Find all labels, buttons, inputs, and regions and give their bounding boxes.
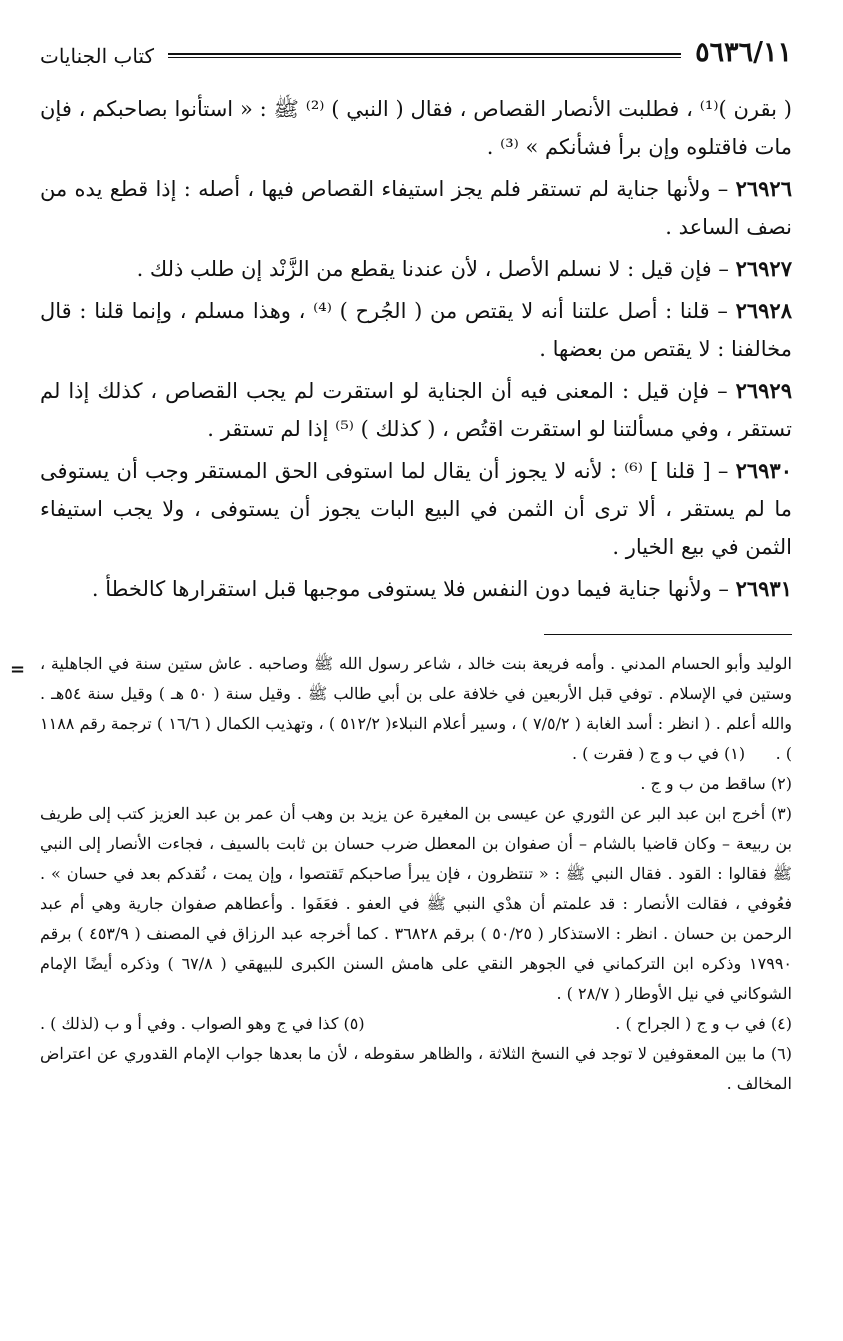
- book-title: كتاب الجنايات: [40, 44, 155, 68]
- paragraph-text: – ولأنها جناية لم تستقر فلم يجز استيفاء القصاص فيها ، أصله : إذا قطع يده من نصف الساعد .: [40, 177, 792, 239]
- paragraph-number: ٢٦٩٢٧: [735, 256, 792, 281]
- paragraph-number: ٢٦٩٢٦: [735, 176, 792, 201]
- footnotes: [10, 649, 793, 1099]
- page: [10, 18, 793, 1099]
- page-header: [40, 18, 792, 72]
- paragraph-text: – [ قلنا ] ⁽⁶⁾ : لأنه لا يجوز أن يقال لما استوفى الحق المستقر وجب أن يستوفى ما لم يستقر ، ألا ترى أن الثمن في البيع البات يجوز أن يستوفى ، ولا يجب استيفاء الثمن في بيع الخيار .: [40, 459, 792, 559]
- paragraph-text: – ولأنها جناية فيما دون النفس فلا يستوفى موجبها قبل استقرارها كالخطأ .: [91, 577, 729, 601]
- paragraph-text: – فإن قيل : المعنى فيه أن الجناية لو استقرت لم يجب القصاص ، كذلك إذا لم تستقر ، وفي مسألتنا لو استقرت اقتُص ، ( كذلك ) ⁽⁵⁾ إذا لم تستقر .: [40, 379, 792, 441]
- main-text: [40, 90, 792, 608]
- footnote-continuation-text: الوليد وأبو الحسام المدني . وأمه فريعة بنت خالد ، شاعر رسول الله ﷺ وصاحبه . عاش ستين سنة في الجاهلية ، وستين في الإسلام . توفي قبل الأربعين في خلافة على بن أبي طالب ﷺ . وقيل سنة ( ٥٠ هـ ) وقيل سنة ٥٤هـ . والله أعلم . ( انظر : أسد الغابة ( ٧/٥/٢ ) ، وسير أعلام النبلاء( ٥١٢/٢ ) ، وتهذيب الكمال ( ١٦/٦ ) ترجمة رقم ١١٨٨ ) .: [40, 654, 793, 763]
- footnote-6: (٦) ما بين المعقوفين لا توجد في النسخ الثلاثة ، والظاهر سقوطه ، لأن ما بعدها جواب الإمام القدوري عن اعتراض المخالف .: [40, 1044, 792, 1093]
- page-number: ٥٦٣٦/١١: [695, 37, 792, 68]
- footnote-continuation-mark: =: [10, 659, 26, 680]
- footnote-2: (٢) ساقط من ب و ج .: [640, 774, 792, 793]
- paragraph-continuation: [40, 90, 792, 166]
- paragraph-26927: [40, 250, 792, 288]
- paragraph-text: – فإن قيل : لا نسلم الأصل ، لأن عندنا يقطع من الزَّنْد إن طلب ذلك .: [136, 257, 729, 281]
- paragraph-text: – قلنا : أصل علتنا أنه لا يقتص من ( الجُرح ) ⁽⁴⁾ ، وهذا مسلم ، وإنما قلنا : قال مخالفنا : لا يقتص من بعضها .: [40, 299, 792, 361]
- paragraph-26930: [40, 452, 792, 566]
- paragraph-26928: [40, 292, 792, 368]
- footnote-4: (٤) في ب و ج ( الجراح ) .: [615, 1014, 792, 1033]
- footnote-row-4-5: [40, 1009, 792, 1039]
- footnote-5: (٥) كذا في ج وهو الصواب . وفي أ و ب (لذلك ) .: [40, 1014, 365, 1033]
- footnote-continuation: [40, 649, 792, 769]
- footnote-3: (٣) أخرج ابن عبد البر عن الثوري عن عيسى بن المغيرة عن يزيد بن وهب أن عمر بن عبد العزيز كتب إلى طريف بن ربيعة – وكان قاضيا بالشام – أن صفوان بن المعطل ضرب حسان بن ثابت بالسيف ، فجاءت الأنصار إلى النبي ﷺ فقالوا : القود . فقال النبي ﷺ : « تنتظرون ، فإن يبرأ صاحبكم تَقتصوا ، وإن يمت ، نُقدكم بعد في حسان » . فعُوفي ، فقالت الأنصار : قد علمتم أن هدْي النبي ﷺ في العفو . فعَفَوا . وأعطاهم صفوان جارية وهي أم عبد الرحمن بن حسان . انظر : الاستذكار ( ٥٠/٢٥ ) برقم ٣٦٨٢٨ . كما أخرجه عبد الرزاق في المصنف ( ٤٥٣/٩ ) برقم ١٧٩٩٠ وذكره ابن التركماني في الجوهر النقي على هامش السنن الكبرى للبيهقي ( ٦٧/٨ ) وذكره أيضًا الإمام الشوكاني في نيل الأوطار ( ٢٨/٧ ) .: [40, 804, 792, 1003]
- paragraph-text: ( بقرن )⁽¹⁾ ، فطلبت الأنصار القصاص ، فقال ( النبي ) ⁽²⁾ ﷺ : « استأنوا بصاحبكم ، فإن مات فاقتلوه وإن برأ فشأنكم » ⁽³⁾ .: [40, 97, 793, 159]
- paragraph-26929: [40, 372, 792, 448]
- paragraph-26931: [40, 570, 792, 608]
- footnote-1: (١) في ب و ج ( فقرت ) .: [571, 744, 746, 763]
- paragraph-number: ٢٦٩٢٨: [735, 298, 792, 323]
- header-rule: [168, 53, 681, 58]
- footnote-separator: [544, 634, 792, 635]
- paragraph-26926: [40, 170, 792, 246]
- paragraph-number: ٢٦٩٣١: [735, 576, 792, 601]
- paragraph-number: ٢٦٩٢٩: [735, 378, 792, 403]
- paragraph-number: ٢٦٩٣٠: [735, 458, 792, 483]
